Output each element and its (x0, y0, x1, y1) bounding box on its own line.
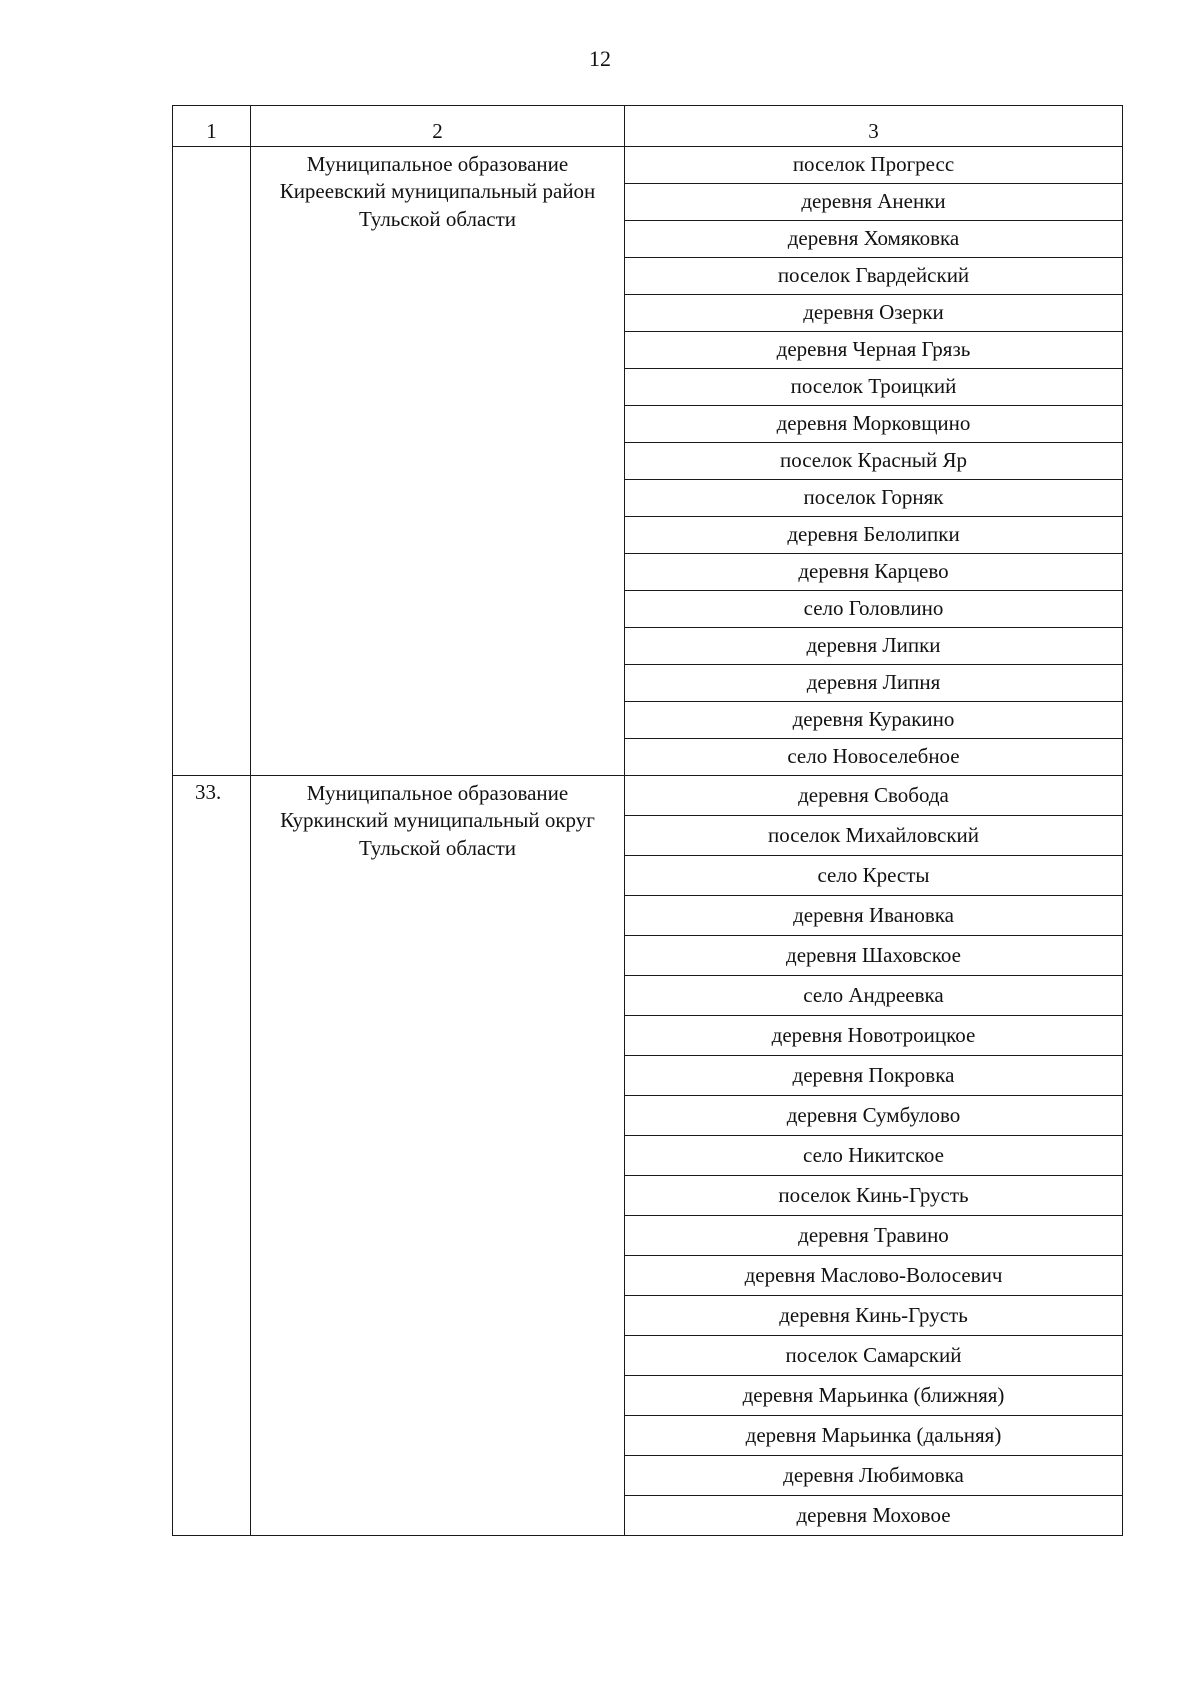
header-col-3: 3 (625, 106, 1123, 147)
settlement-cell: деревня Покровка (625, 1056, 1123, 1096)
settlement-cell: деревня Любимовка (625, 1456, 1123, 1496)
municipality-cell: Муниципальное образование Куркинский муниципальный округ Тульской области (251, 776, 625, 1536)
settlement-cell: село Новоселебное (625, 739, 1123, 776)
settlement-cell: деревня Белолипки (625, 517, 1123, 554)
settlement-cell: деревня Марьинка (дальняя) (625, 1416, 1123, 1456)
settlement-cell: деревня Липки (625, 628, 1123, 665)
settlement-cell: деревня Шаховское (625, 936, 1123, 976)
settlement-cell: деревня Хомяковка (625, 221, 1123, 258)
table-header-row (173, 106, 1123, 147)
settlement-cell: деревня Черная Грязь (625, 332, 1123, 369)
municipality-cell: Муниципальное образование Киреевский муниципальный район Тульской области (251, 147, 625, 776)
page-number: 12 (589, 46, 611, 71)
settlement-cell: поселок Михайловский (625, 816, 1123, 856)
settlement-cell: село Кресты (625, 856, 1123, 896)
settlement-cell: деревня Карцево (625, 554, 1123, 591)
settlement-cell: село Головлино (625, 591, 1123, 628)
settlement-cell: деревня Озерки (625, 295, 1123, 332)
settlement-cell: поселок Гвардейский (625, 258, 1123, 295)
settlement-cell: деревня Морковщино (625, 406, 1123, 443)
settlement-cell: поселок Самарский (625, 1336, 1123, 1376)
settlement-cell: деревня Травино (625, 1216, 1123, 1256)
settlement-cell: поселок Троицкий (625, 369, 1123, 406)
settlement-cell: село Никитское (625, 1136, 1123, 1176)
table-row (173, 776, 1123, 816)
settlement-cell: деревня Куракино (625, 702, 1123, 739)
settlement-cell: деревня Свобода (625, 776, 1123, 816)
settlement-cell: поселок Кинь-Грусть (625, 1176, 1123, 1216)
settlement-cell: село Андреевка (625, 976, 1123, 1016)
settlement-cell: деревня Сумбулово (625, 1096, 1123, 1136)
settlement-cell: деревня Новотроицкое (625, 1016, 1123, 1056)
table-row (173, 147, 1123, 184)
settlement-cell: поселок Красный Яр (625, 443, 1123, 480)
settlement-cell: поселок Горняк (625, 480, 1123, 517)
settlements-table (172, 105, 1123, 1536)
settlement-cell: деревня Моховое (625, 1496, 1123, 1536)
settlement-cell: поселок Прогресс (625, 147, 1123, 184)
settlement-cell: деревня Марьинка (ближняя) (625, 1376, 1123, 1416)
header-col-2: 2 (251, 106, 625, 147)
settlement-cell: деревня Кинь-Грусть (625, 1296, 1123, 1336)
settlement-cell: деревня Ивановка (625, 896, 1123, 936)
settlement-cell: деревня Маслово-Волосевич (625, 1256, 1123, 1296)
header-col-1: 1 (173, 106, 251, 147)
row-number-cell: 33. (173, 776, 251, 1536)
row-number-cell (173, 147, 251, 776)
settlement-cell: деревня Аненки (625, 184, 1123, 221)
settlement-cell: деревня Липня (625, 665, 1123, 702)
